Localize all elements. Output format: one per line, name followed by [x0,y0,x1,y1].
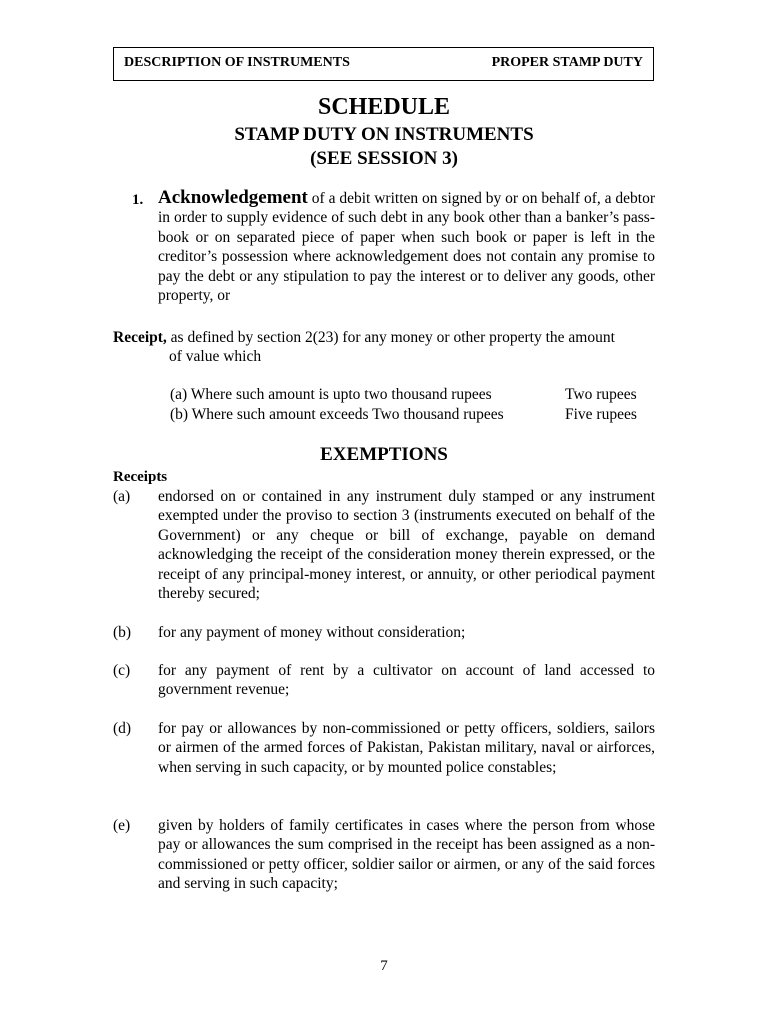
exemption-text: given by holders of family certificates in cases where the person from whose pay or allowances the sum comprised in the receipt has been assigned as a non-commissioned or petty officer, soldier sailor or airmen, or any of the said forces and serving in such capacity; [158,817,655,893]
exemption-label: (d) [113,720,132,737]
receipt-definition [113,328,655,367]
rate-row [170,386,637,404]
exemption-item [113,661,655,700]
header-stamp-duty-label: PROPER STAMP DUTY [491,55,643,70]
exemption-label: (a) [113,488,131,505]
item-term: Acknowledgement [158,187,308,208]
exemption-label: (c) [113,662,131,679]
item-number: 1. [132,192,144,208]
exemption-item [113,487,655,603]
exemption-label: (b) [113,624,132,641]
exemption-text: for any payment of rent by a cultivator on account of land accessed to government revenue; [158,662,655,699]
exemption-text: endorsed on or contained in any instrument duly stamped or any instrument exempted under the proviso to section 3 (instruments executed on behalf of the Government) or any cheque or bill of exchange, payable on demand acknowledging the receipt of the consideration money therein expressed, or the receipt of any principal-money interest, or annuity, or other periodical payment thereby secured; [158,488,655,603]
page-number: 7 [380,958,388,974]
receipt-line-1: as defined by section 2(23) for any money or other property the amount [166,329,615,346]
exemptions-title: EXEMPTIONS [320,444,448,465]
exemption-text: for pay or allowances by non-commissioned or petty officers, soldiers, sailors or airmen of the armed forces of Pakistan, Pakistan military, naval or airforces, when serving in such capacity, or by mounted police constables; [158,720,655,776]
item-acknowledgement [132,187,655,305]
schedule-reference: (SEE SESSION 3) [310,148,458,169]
rate-duty: Five rupees [565,406,637,423]
receipt-lead: Receipt, [113,329,167,346]
exemption-item [113,719,655,777]
receipt-line-2: of value which [169,348,262,366]
exemption-item [113,623,655,642]
exemption-item [113,816,655,894]
rate-row [170,406,637,424]
rate-duty: Two rupees [565,386,637,403]
rate-condition: (a) Where such amount is upto two thousand rupees [170,386,492,403]
item-text: of a debit written on signed by or on behalf of, a debtor in order to supply evidence of such debt in any book other than a banker’s pass-book or on separated piece of paper when such book or paper is left in the creditor’s possession where acknowledgement does not contain any promise to pay the debt or any stipulation to pay the interest or to deliver any goods, other property, or [158,190,655,305]
exemption-label: (e) [113,817,131,834]
column-header-box [113,47,654,81]
schedule-title: SCHEDULE [317,94,451,120]
rate-condition: (b) Where such amount exceeds Two thousand rupees [170,406,504,423]
header-description-label: DESCRIPTION OF INSTRUMENTS [124,55,350,70]
exemptions-subheading: Receipts [113,469,168,485]
schedule-subtitle: STAMP DUTY ON INSTRUMENTS [234,124,534,145]
exemption-text: for any payment of money without consideration; [158,624,466,641]
